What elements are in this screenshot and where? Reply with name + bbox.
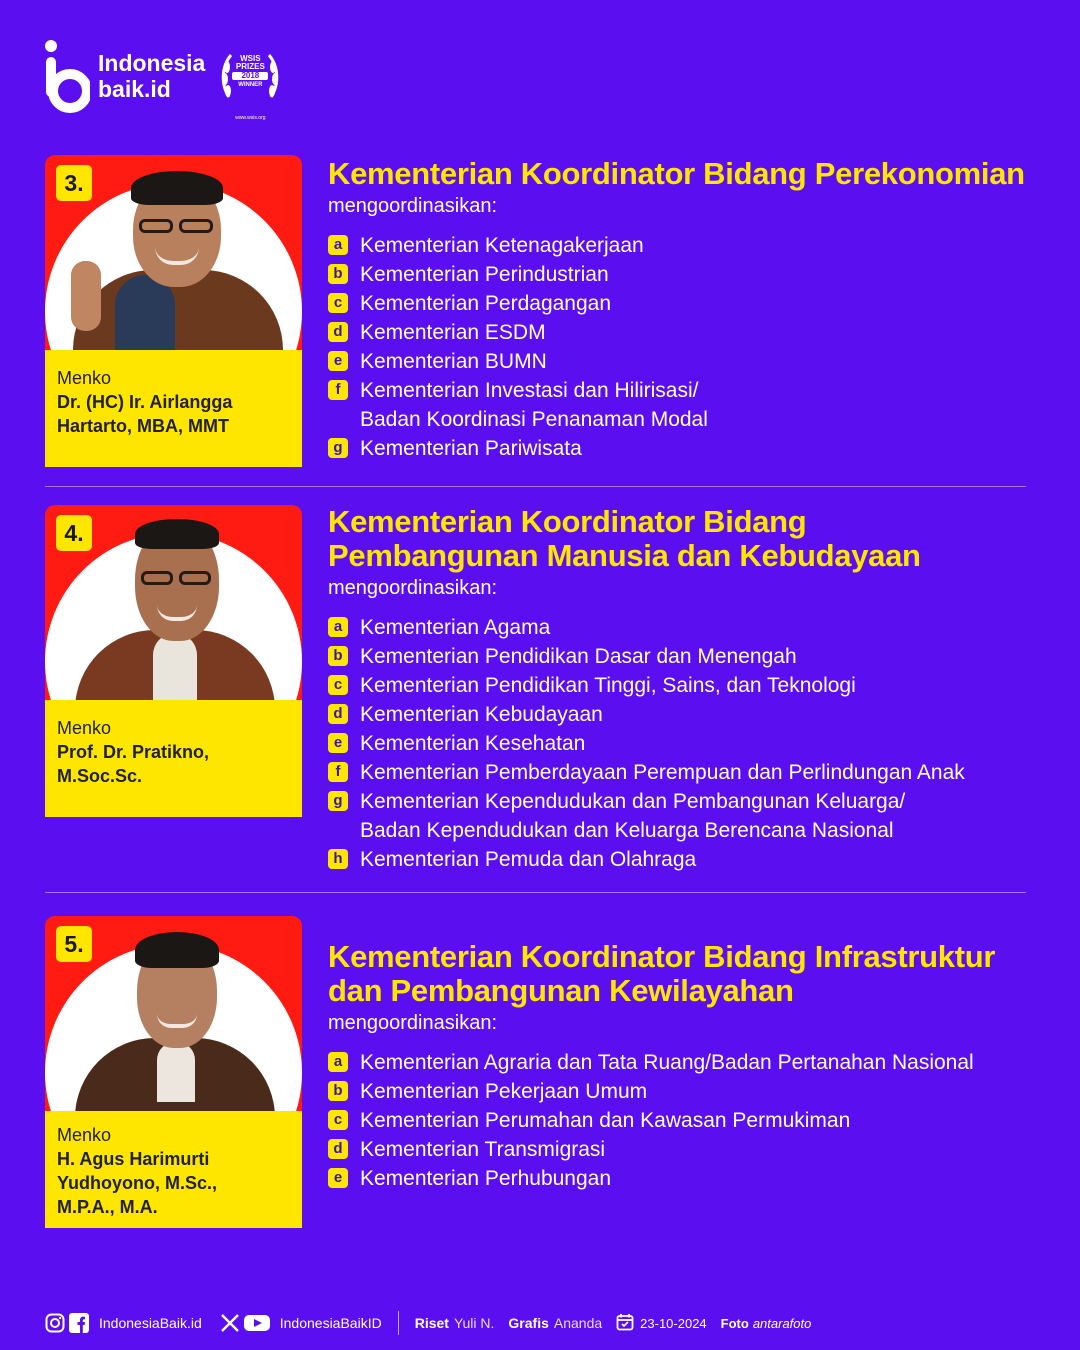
item-letter-badge: e <box>328 1168 348 1188</box>
list-item <box>328 1048 1028 1077</box>
facebook-icon[interactable] <box>69 1313 89 1333</box>
item-label: Kementerian ESDM <box>360 321 546 344</box>
ministry-subtitle: mengoordinasikan: <box>328 1012 497 1034</box>
item-label: Kementerian Pariwisata <box>360 437 582 460</box>
award-line-3: 2018 <box>232 72 268 80</box>
list-item <box>328 700 1028 729</box>
minister-card <box>45 916 302 1228</box>
item-letter-badge: b <box>328 1081 348 1101</box>
item-label: Kementerian Pemuda dan Olahraga <box>360 848 697 871</box>
indonesiabaik-logo-icon <box>44 39 90 113</box>
credit-grafis-label: Grafis <box>508 1315 549 1331</box>
list-item <box>328 729 1028 758</box>
item-letter-badge: a <box>328 617 348 637</box>
ministry-content <box>328 155 1028 463</box>
credit-foto-value: antarafoto <box>752 1315 812 1331</box>
ministry-list <box>328 231 1028 463</box>
minister-card <box>45 155 302 467</box>
award-line-2: PRIZES <box>235 62 265 71</box>
credit-riset-value: Yuli N. <box>453 1315 495 1331</box>
instagram-icon[interactable] <box>45 1313 65 1333</box>
item-label: Kementerian Agama <box>360 616 551 639</box>
ministry-title <box>328 505 1028 573</box>
item-label: Kementerian Pendidikan Tinggi, Sains, dan Teknologi <box>360 674 856 697</box>
minister-name-box <box>45 700 302 817</box>
footer-separator <box>398 1311 399 1335</box>
list-item <box>328 758 1028 787</box>
item-letter-badge: f <box>328 380 348 400</box>
credit-foto-label: Foto <box>720 1315 749 1331</box>
ministry-title-line: Kementerian Koordinator Bidang Perekonomian <box>328 156 1025 191</box>
footer <box>45 1310 811 1336</box>
item-label: Kementerian Pendidikan Dasar dan Menengah <box>360 645 797 668</box>
item-label: Kementerian Agraria dan Tata Ruang/Badan Pertanahan Nasional <box>360 1051 974 1074</box>
brand-line-1: Indonesia <box>98 50 206 76</box>
ministry-title-line: dan Pembangunan Kewilayahan <box>328 973 794 1008</box>
ministry-content <box>328 505 1028 874</box>
list-item <box>328 613 1028 642</box>
section-divider <box>45 892 1026 893</box>
item-label: Kementerian BUMN <box>360 350 547 373</box>
brand-line-2: baik.id <box>98 76 171 102</box>
minister-name-line: Prof. Dr. Pratikno, <box>57 742 210 762</box>
social-handle[interactable]: IndonesiaBaikID <box>279 1315 382 1331</box>
item-letter-badge: e <box>328 351 348 371</box>
item-label: Kementerian Pemberdayaan Perempuan dan Perlindungan Anak <box>360 761 965 784</box>
calendar-icon <box>616 1313 636 1333</box>
item-label: Kementerian Perdagangan <box>360 292 612 315</box>
item-label: Kementerian Ketenagakerjaan <box>360 234 644 257</box>
item-label: Kementerian Perumahan dan Kawasan Permukiman <box>360 1109 851 1132</box>
list-item <box>328 318 1028 347</box>
minister-photo <box>45 916 302 1111</box>
item-label: Kementerian Pekerjaan Umum <box>360 1080 648 1103</box>
minister-role: Menko <box>57 718 112 738</box>
minister-name-box <box>45 1111 302 1228</box>
item-letter-badge: d <box>328 704 348 724</box>
ministry-list <box>328 1048 1028 1193</box>
item-letter-badge: e <box>328 733 348 753</box>
ministry-subtitle: mengoordinasikan: <box>328 577 497 599</box>
minister-photo <box>45 505 302 700</box>
item-label: Badan Kependudukan dan Keluarga Berencana Nasional <box>360 819 894 842</box>
item-letter-badge: c <box>328 675 348 695</box>
ministry-title-line: Kementerian Koordinator Bidang Infrastruktur <box>328 939 996 974</box>
brand-wordmark <box>98 50 205 102</box>
section-number: 3. <box>56 165 92 201</box>
award-line-4: WINNER <box>238 82 263 88</box>
header <box>44 36 281 121</box>
item-label: Kementerian Transmigrasi <box>360 1138 606 1161</box>
list-item <box>328 1077 1028 1106</box>
section-number: 4. <box>56 515 92 551</box>
list-item <box>328 1135 1028 1164</box>
item-label: Badan Koordinasi Penanaman Modal <box>360 408 708 431</box>
item-label: Kementerian Perhubungan <box>360 1167 612 1190</box>
item-letter-badge: f <box>328 762 348 782</box>
item-label: Kementerian Kebudayaan <box>360 703 603 726</box>
ministry-list <box>328 613 1028 874</box>
list-item <box>328 787 1028 845</box>
list-item <box>328 347 1028 376</box>
item-letter-badge: d <box>328 322 348 342</box>
list-item <box>328 1164 1028 1193</box>
item-letter-badge: c <box>328 293 348 313</box>
item-letter-badge: a <box>328 235 348 255</box>
minister-name-box <box>45 350 302 467</box>
item-label: Kementerian Kependudukan dan Pembangunan Keluarga/ <box>360 790 906 813</box>
item-letter-badge: d <box>328 1139 348 1159</box>
x-twitter-icon[interactable] <box>220 1313 240 1333</box>
item-letter-badge: g <box>328 438 348 458</box>
list-item <box>328 376 1028 434</box>
social-handle[interactable]: IndonesiaBaik.id <box>99 1315 202 1331</box>
minister-name-line: M.P.A., M.A. <box>57 1197 158 1217</box>
minister-card <box>45 505 302 817</box>
ministry-title-line: Kementerian Koordinator Bidang <box>328 504 807 539</box>
minister-role: Menko <box>57 368 112 388</box>
credit-riset-label: Riset <box>414 1315 449 1331</box>
item-letter-badge: b <box>328 264 348 284</box>
list-item <box>328 671 1028 700</box>
item-label: Kementerian Perindustrian <box>360 263 609 286</box>
list-item <box>328 231 1028 260</box>
section-divider <box>45 486 1026 487</box>
item-letter-badge: c <box>328 1110 348 1130</box>
section-number: 5. <box>56 926 92 962</box>
item-label: Kementerian Kesehatan <box>360 732 586 755</box>
minister-name-line: M.Soc.Sc. <box>57 766 143 786</box>
minister-photo <box>45 155 302 350</box>
list-item <box>328 642 1028 671</box>
credit-grafis-value: Ananda <box>553 1315 603 1331</box>
ministry-content <box>328 940 1028 1193</box>
minister-name-line: H. Agus Harimurti <box>57 1149 210 1169</box>
ministry-title-line: Pembangunan Manusia dan Kebudayaan <box>328 538 921 573</box>
item-letter-badge: h <box>328 849 348 869</box>
list-item <box>328 434 1028 463</box>
youtube-icon[interactable] <box>244 1313 270 1333</box>
publish-date: 23-10-2024 <box>640 1315 707 1331</box>
ministry-title <box>328 940 1028 1008</box>
item-label: Kementerian Investasi dan Hilirisasi/ <box>360 379 699 402</box>
award-line-1: WSIS <box>240 54 261 63</box>
item-letter-badge: a <box>328 1052 348 1072</box>
ministry-title <box>328 157 1028 191</box>
minister-name-line: Hartarto, MBA, MMT <box>57 416 229 436</box>
minister-name-line: Yudhoyono, M.Sc., <box>57 1173 218 1193</box>
minister-name-line: Dr. (HC) Ir. Airlangga <box>57 392 233 412</box>
minister-role: Menko <box>57 1125 112 1145</box>
award-url: www.wsis.org <box>235 115 266 121</box>
wsis-award-badge <box>219 45 281 121</box>
list-item <box>328 289 1028 318</box>
ministry-subtitle: mengoordinasikan: <box>328 195 497 217</box>
item-letter-badge: g <box>328 791 348 811</box>
list-item <box>328 1106 1028 1135</box>
list-item <box>328 260 1028 289</box>
list-item <box>328 845 1028 874</box>
item-letter-badge: b <box>328 646 348 666</box>
